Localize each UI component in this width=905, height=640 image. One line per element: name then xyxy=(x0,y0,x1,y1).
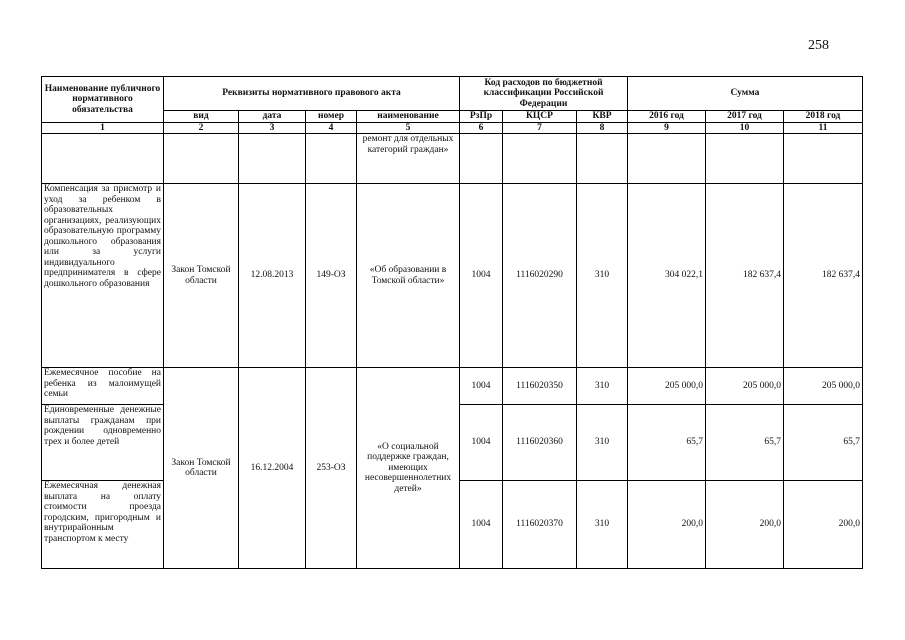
header-nomer: номер xyxy=(306,111,357,123)
budget-table xyxy=(41,76,863,569)
header-requisites: Реквизиты нормативного правового акта xyxy=(164,77,460,111)
cell-kvr: 310 xyxy=(577,405,628,481)
column-number: 6 xyxy=(460,122,503,134)
cell-name: Ежемесячное пособие на ребенка из малоимущей семьи xyxy=(42,368,164,405)
cell-2018: 182 637,4 xyxy=(784,184,863,368)
cell-2016: 205 000,0 xyxy=(628,368,706,405)
header-data: дата xyxy=(239,111,306,123)
cell-2016: 304 022,1 xyxy=(628,184,706,368)
cell-2018: 205 000,0 xyxy=(784,368,863,405)
cell-naimenovanie: ремонт для отдельных категорий граждан» xyxy=(357,134,460,184)
column-number: 5 xyxy=(357,122,460,134)
cell-2016: 200,0 xyxy=(628,481,706,569)
cell-kcsr: 1116020360 xyxy=(503,405,577,481)
cell-vid: Закон Томской области xyxy=(164,184,239,368)
cell-data: 16.12.2004 xyxy=(239,368,306,569)
cell-naimenovanie: «Об образовании в Томской области» xyxy=(357,184,460,368)
column-number: 10 xyxy=(706,122,784,134)
cell-rzpr: 1004 xyxy=(460,405,503,481)
cell-rzpr: 1004 xyxy=(460,368,503,405)
header-kvr: КВР xyxy=(577,111,628,123)
column-number: 3 xyxy=(239,122,306,134)
column-number: 11 xyxy=(784,122,863,134)
header-row-numbers xyxy=(42,122,863,134)
header-2016: 2016 год xyxy=(628,111,706,123)
column-number: 2 xyxy=(164,122,239,134)
cell-kcsr: 1116020370 xyxy=(503,481,577,569)
cell-name: Единовременные денежные выплаты гражданам при рождении одновременно трех и более детей xyxy=(42,405,164,481)
cell-2017: 65,7 xyxy=(706,405,784,481)
column-number: 8 xyxy=(577,122,628,134)
cell-kvr: 310 xyxy=(577,481,628,569)
cell-rzpr: 1004 xyxy=(460,481,503,569)
header-2018: 2018 год xyxy=(784,111,863,123)
cell-kcsr: 1116020290 xyxy=(503,184,577,368)
cell-name: Ежемесячная денежная выплата на оплату стоимости проезда городским, пригородным и внутрирайонным транспортом к месту xyxy=(42,481,164,569)
cell-kcsr: 1116020350 xyxy=(503,368,577,405)
cell-nomer: 253-ОЗ xyxy=(306,368,357,569)
header-rzpr: РзПр xyxy=(460,111,503,123)
cell-2016: 65,7 xyxy=(628,405,706,481)
cell-2017: 205 000,0 xyxy=(706,368,784,405)
table-row-monthly-allowance xyxy=(42,368,863,405)
header-row-main xyxy=(42,77,863,111)
column-number: 4 xyxy=(306,122,357,134)
header-row-sub xyxy=(42,111,863,123)
header-vid: вид xyxy=(164,111,239,123)
table-row-compensation xyxy=(42,184,863,368)
header-naimenovanie: наименование xyxy=(357,111,460,123)
page-number: 258 xyxy=(808,38,829,53)
cell-nomer: 149-ОЗ xyxy=(306,184,357,368)
cell-2017: 182 637,4 xyxy=(706,184,784,368)
table-row-continuation xyxy=(42,134,863,184)
header-2017: 2017 год xyxy=(706,111,784,123)
cell-2018: 200,0 xyxy=(784,481,863,569)
cell-kvr: 310 xyxy=(577,368,628,405)
cell-2017: 200,0 xyxy=(706,481,784,569)
cell-naimenovanie: «О социальной поддержке граждан, имеющих несовершеннолетних детей» xyxy=(357,368,460,569)
cell-2018: 65,7 xyxy=(784,405,863,481)
column-number: 1 xyxy=(42,122,164,134)
cell-data: 12.08.2013 xyxy=(239,184,306,368)
column-number: 7 xyxy=(503,122,577,134)
column-number: 9 xyxy=(628,122,706,134)
cell-rzpr: 1004 xyxy=(460,184,503,368)
header-sum: Сумма xyxy=(628,77,863,111)
cell-name: Компенсация за присмотр и уход за ребенком в образовательных организациях, реализующих образовательную программу дошкольного образования или за услуги индивидуального предпринимателя в сфере дошкольного образования xyxy=(42,184,164,368)
header-name: Наименование публичного нормативного обязательства xyxy=(42,77,164,123)
cell-kvr: 310 xyxy=(577,184,628,368)
header-kcsr: КЦСР xyxy=(503,111,577,123)
header-code: Код расходов по бюджетной классификации Российской Федерации xyxy=(460,77,628,111)
cell-vid: Закон Томской области xyxy=(164,368,239,569)
